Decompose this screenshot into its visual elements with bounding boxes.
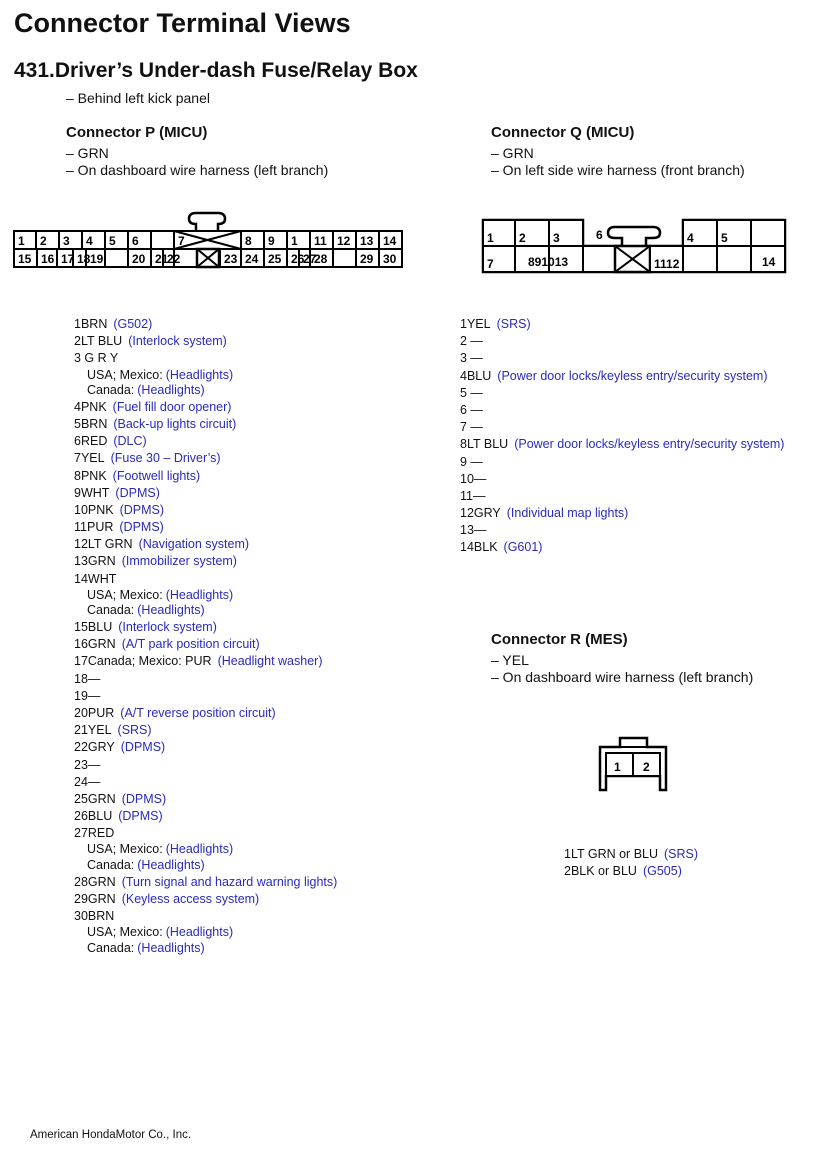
pin-description: (Interlock system) — [128, 334, 227, 349]
pin-item — [74, 450, 337, 467]
pin-item — [460, 454, 784, 471]
pin-wire: USA; Mexico: — [87, 587, 163, 602]
pin-item — [460, 436, 784, 453]
terminal-number: 14 — [383, 234, 397, 248]
pin-wire: 14WHT — [74, 571, 117, 586]
pin-item — [74, 757, 337, 774]
pin-wire: 25GRN — [74, 791, 116, 806]
pin-description: (G601) — [503, 540, 543, 555]
pin-description: (G502) — [113, 317, 153, 331]
connector-p-title: Connector P (MICU) — [66, 124, 208, 141]
terminal-cell — [751, 220, 785, 246]
terminal-number: 6 — [596, 228, 603, 242]
pin-wire: 8PNK — [74, 468, 107, 483]
terminal-number: 2 — [643, 760, 650, 774]
terminal-number: 20 — [132, 252, 146, 266]
pin-description: (Headlights) — [137, 940, 205, 955]
terminal-number: 1 — [614, 760, 621, 774]
pin-wire: 29GRN — [74, 891, 116, 906]
connector-p-diagram — [0, 200, 420, 280]
terminal-cell — [333, 249, 356, 267]
terminal-number: 1 — [291, 234, 298, 248]
pin-wire: 9 — — [460, 454, 483, 469]
pin-description: (DPMS) — [121, 791, 167, 806]
pin-item — [74, 874, 337, 891]
pin-item — [460, 385, 784, 402]
connector-q-notes — [491, 145, 745, 179]
terminal-number: 27 — [303, 252, 317, 266]
terminal-number: 14 — [762, 255, 776, 269]
page-title: Connector Terminal Views — [14, 8, 351, 38]
connector-lock-tab — [189, 213, 225, 231]
pin-item — [74, 468, 337, 485]
terminal-cell — [151, 231, 174, 249]
pin-wire: 28GRN — [74, 874, 116, 889]
pin-description: (SRS) — [664, 847, 699, 861]
pin-item — [460, 368, 784, 385]
pin-item — [74, 399, 337, 416]
pin-sub-item — [74, 588, 337, 604]
pin-wire: 7 — — [460, 420, 483, 435]
pin-item — [460, 488, 784, 505]
terminal-number: 6 — [132, 234, 139, 248]
pin-description: (Headlights) — [137, 858, 205, 873]
terminal-number: 23 — [224, 252, 238, 266]
pin-wire: 2LT BLU — [74, 334, 123, 349]
pin-description: (Headlights) — [165, 587, 234, 602]
pin-item — [74, 571, 337, 588]
pin-item — [74, 739, 337, 756]
pin-item — [74, 808, 337, 825]
pin-item — [564, 863, 698, 880]
pin-item — [460, 350, 784, 367]
pin-wire: USA; Mexico: — [87, 367, 163, 382]
pin-item — [460, 402, 784, 419]
pin-description: (A/T reverse position circuit) — [120, 705, 276, 720]
pin-wire: 9WHT — [74, 485, 110, 500]
terminal-number: 28 — [314, 252, 328, 266]
connector-r-pin-list — [564, 846, 698, 880]
pin-wire: 12LT GRN — [74, 537, 133, 552]
terminal-number: 13 — [360, 234, 374, 248]
pin-wire: 22GRY — [74, 740, 115, 755]
connector-p-notes — [66, 145, 328, 179]
pin-wire: 4PNK — [74, 399, 107, 414]
connector-q-pin-list — [460, 316, 784, 557]
pin-item — [74, 333, 337, 350]
pin-item — [74, 416, 337, 433]
connector-q-diagram — [470, 205, 800, 285]
terminal-number: 1112 — [654, 257, 680, 271]
terminal-number: 18 — [77, 252, 91, 266]
pin-description: (Headlights) — [137, 383, 205, 398]
pin-item — [74, 891, 337, 908]
pin-wire: 13— — [460, 523, 487, 538]
pin-item — [460, 471, 784, 488]
terminal-cell — [583, 246, 615, 272]
terminal-number: 29 — [360, 252, 374, 266]
pin-sub-item — [74, 941, 337, 957]
connector-r-notes — [491, 652, 753, 686]
pin-wire: 6RED — [74, 434, 108, 449]
pin-description: (Power door locks/keyless entry/security system) — [514, 437, 785, 452]
pin-item — [74, 350, 337, 367]
pin-item — [74, 502, 337, 519]
terminal-number: 891013 — [528, 255, 569, 269]
pin-wire: Canada: — [87, 383, 135, 398]
pin-wire: 27RED — [74, 826, 115, 841]
location-note: – Behind left kick panel — [66, 90, 210, 106]
connector-q-title: Connector Q (MICU) — [491, 124, 635, 141]
pin-description: (Navigation system) — [138, 537, 250, 552]
terminal-number: 8 — [245, 234, 252, 248]
pin-wire: 11— — [460, 488, 486, 503]
pin-wire: 1BRN — [74, 317, 108, 331]
pin-sub-item — [74, 842, 337, 858]
terminal-number: 2 — [40, 234, 47, 248]
pin-description: (Power door locks/keyless entry/security system) — [497, 368, 768, 383]
connector-r-color: – YEL — [491, 652, 529, 668]
pin-wire: 10PNK — [74, 502, 114, 517]
pin-item — [460, 333, 784, 350]
pin-description: (A/T park position circuit) — [121, 637, 260, 652]
pin-wire: 1LT GRN or BLU — [564, 847, 659, 861]
terminal-number: 15 — [18, 252, 32, 266]
pin-wire: 2 — — [460, 334, 483, 349]
pin-item — [74, 553, 337, 570]
pin-description: (Immobilizer system) — [121, 554, 237, 569]
pin-description: (Interlock system) — [118, 620, 217, 634]
pin-description: (DPMS) — [119, 502, 165, 517]
terminal-number: 16 — [41, 252, 55, 266]
pin-item — [74, 774, 337, 791]
terminal-number: 22 — [167, 252, 181, 266]
pin-description: (Individual map lights) — [506, 506, 629, 521]
pin-item — [74, 705, 337, 722]
pin-description: (DPMS) — [119, 520, 164, 535]
pin-wire: 5BRN — [74, 416, 108, 431]
pin-description: (G505) — [642, 864, 682, 879]
terminal-number: 1 — [18, 234, 25, 248]
pin-wire: 3 — — [460, 351, 483, 366]
pin-sub-item — [74, 858, 337, 874]
pin-wire: 18— — [74, 671, 101, 686]
pin-item — [460, 505, 784, 522]
terminal-number: 24 — [245, 252, 259, 266]
pin-description: (Headlights) — [165, 367, 234, 382]
pin-description: (Fuel fill door opener) — [112, 399, 232, 414]
pin-description: (DPMS) — [118, 809, 163, 824]
terminal-number: 3 — [63, 234, 70, 248]
terminal-number: 7 — [178, 234, 185, 248]
connector-r-location: – On dashboard wire harness (left branch) — [491, 669, 754, 685]
pin-sub-item — [74, 925, 337, 941]
terminal-number: 4 — [86, 234, 93, 248]
terminal-number: 17 — [61, 252, 75, 266]
pin-item — [74, 619, 337, 636]
pin-wire: 17Canada; Mexico: PUR — [74, 654, 212, 669]
pin-item — [74, 316, 337, 333]
connector-r-title: Connector R (MES) — [491, 631, 628, 648]
pin-wire: 26BLU — [74, 809, 113, 824]
pin-description: (Headlights) — [165, 842, 234, 857]
terminal-number: 11 — [314, 234, 327, 248]
connector-r-diagram — [590, 730, 680, 800]
pin-wire: 16GRN — [74, 637, 116, 652]
pin-description: (SRS) — [496, 317, 531, 331]
pin-item — [564, 846, 698, 863]
terminal-number: 2 — [519, 231, 526, 245]
pin-description: (Turn signal and hazard warning lights) — [121, 874, 338, 889]
terminal-cell — [105, 249, 128, 267]
pin-description: (DPMS) — [115, 485, 160, 500]
terminal-number: 25 — [268, 252, 282, 266]
pin-wire: 30BRN — [74, 909, 115, 923]
pin-sub-item — [74, 603, 337, 619]
connector-p-location: – On dashboard wire harness (left branch) — [66, 162, 329, 178]
pin-item — [74, 791, 337, 808]
connector-lock-tab — [608, 227, 660, 246]
pin-wire: 15BLU — [74, 620, 113, 634]
pin-item — [74, 908, 337, 925]
pin-description: (DLC) — [113, 434, 147, 449]
pin-item — [74, 688, 337, 705]
pin-item — [74, 485, 337, 502]
pin-wire: 5 — — [460, 385, 483, 400]
pin-wire: 19— — [74, 688, 101, 703]
pin-wire: 7YEL — [74, 451, 105, 466]
connector-q-location: – On left side wire harness (front branch) — [491, 162, 745, 178]
pin-wire: 20PUR — [74, 705, 115, 720]
pin-wire: 14BLK — [460, 540, 498, 555]
footer-copyright: American HondaMotor Co., Inc. — [30, 1129, 192, 1141]
pin-wire: 2BLK or BLU — [564, 864, 637, 879]
pin-item — [74, 722, 337, 739]
pin-item — [74, 519, 337, 536]
pin-sub-item — [74, 383, 337, 399]
connector-q-color: – GRN — [491, 145, 534, 161]
pin-wire: 1YEL — [460, 317, 491, 331]
terminal-number: 19 — [90, 252, 104, 266]
pin-wire: 12GRY — [460, 506, 501, 521]
pin-description: (Headlights) — [137, 603, 205, 618]
pin-item — [74, 536, 337, 553]
pin-wire: Canada: — [87, 858, 135, 873]
connector-p-color: – GRN — [66, 145, 109, 161]
pin-wire: 10— — [460, 471, 487, 486]
pin-description: (Headlight washer) — [217, 654, 323, 669]
section-title: 431.Driver’s Under-dash Fuse/Relay Box — [14, 59, 418, 82]
connector-p-pin-list — [74, 316, 337, 956]
pin-item — [74, 433, 337, 450]
pin-wire: USA; Mexico: — [87, 842, 163, 857]
pin-wire: 11PUR — [74, 520, 114, 535]
terminal-number: 21 — [155, 252, 169, 266]
pin-item — [74, 825, 337, 842]
pin-description: (Fuse 30 – Driver’s) — [110, 451, 221, 466]
terminal-number: 9 — [268, 234, 275, 248]
pin-description: (Headlights) — [165, 925, 234, 940]
terminal-cell — [717, 246, 751, 272]
pin-item — [74, 671, 337, 688]
pin-wire: 3 G R Y — [74, 351, 119, 366]
pin-description: (Keyless access system) — [121, 891, 260, 906]
terminal-number: 7 — [487, 257, 494, 271]
pin-wire: 6 — — [460, 402, 483, 417]
pin-item — [74, 636, 337, 653]
pin-description: (DPMS) — [120, 740, 166, 755]
pin-item — [460, 316, 784, 333]
pin-description: (SRS) — [117, 723, 152, 738]
terminal-number: 3 — [553, 231, 560, 245]
pin-description: (Footwell lights) — [112, 468, 201, 483]
pin-wire: 24— — [74, 774, 101, 789]
pin-item — [74, 653, 337, 670]
pin-wire: USA; Mexico: — [87, 925, 163, 940]
pin-wire: 13GRN — [74, 554, 116, 569]
terminal-number: 1 — [487, 231, 494, 245]
terminal-cell — [683, 246, 717, 272]
pin-wire: 23— — [74, 757, 101, 772]
pin-item — [460, 419, 784, 436]
terminal-number: 5 — [721, 231, 728, 245]
pin-wire: Canada: — [87, 603, 135, 618]
pin-wire: Canada: — [87, 940, 135, 955]
terminal-number: 5 — [109, 234, 116, 248]
pin-sub-item — [74, 368, 337, 384]
pin-item — [460, 539, 784, 556]
terminal-number: 30 — [383, 252, 397, 266]
pin-wire: 4BLU — [460, 368, 492, 383]
pin-description: (Back-up lights circuit) — [113, 416, 237, 431]
pin-wire: 8LT BLU — [460, 437, 509, 452]
terminal-number: 4 — [687, 231, 694, 245]
terminal-number: 26 — [291, 252, 305, 266]
pin-item — [460, 522, 784, 539]
terminal-number: 12 — [337, 234, 351, 248]
pin-wire: 21YEL — [74, 723, 112, 738]
